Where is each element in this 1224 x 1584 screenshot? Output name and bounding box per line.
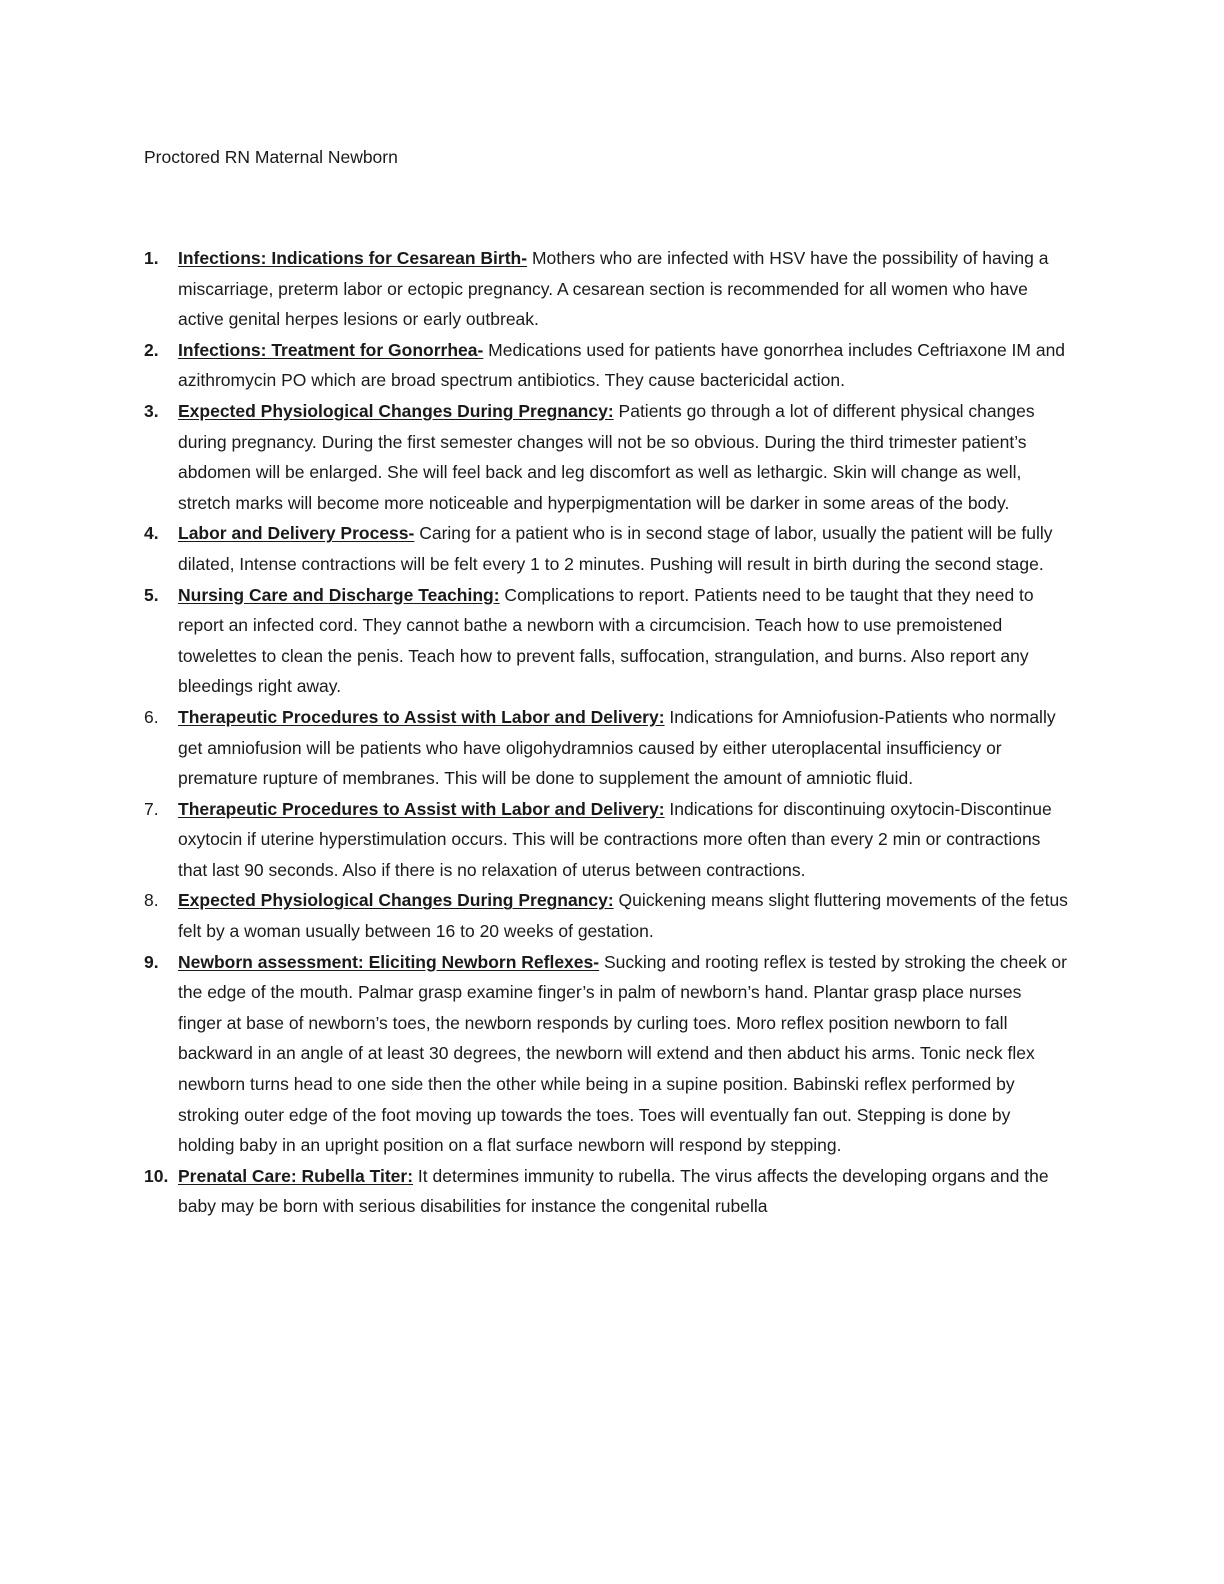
item-heading: Infections: Treatment for Gonorrhea- xyxy=(178,339,484,360)
document-title: Proctored RN Maternal Newborn xyxy=(144,147,398,167)
item-number: 9. xyxy=(144,951,159,972)
item-number: 10. xyxy=(144,1165,169,1186)
list-item xyxy=(144,794,1069,886)
item-body: Indications for discontinuing oxytocin-Discontinue oxytocin if uterine hyperstimulation occurs. This will be contractions more often than every 2 min or contractions that last 90 seconds. Also if there is no relaxation of uterus between contractions. xyxy=(178,798,1052,880)
item-body: Complications to report. Patients need to be taught that they need to report an infected cord. They cannot bathe a newborn with a circumcision. Teach how to use premoistened towelettes to clean the penis. Teach how to prevent falls, suffocation, strangulation, and burns. Also report any bleedings right away. xyxy=(178,584,1034,697)
list-item xyxy=(144,335,1069,396)
list-item xyxy=(144,702,1069,794)
item-heading: Nursing Care and Discharge Teaching: xyxy=(178,584,500,605)
item-body: It determines immunity to rubella. The virus affects the developing organs and the baby may be born with serious disabilities for instance the congenital rubella xyxy=(178,1165,1049,1217)
item-number: 8. xyxy=(144,890,159,911)
item-number: 6. xyxy=(144,706,159,727)
item-body: Sucking and rooting reflex is tested by stroking the cheek or the edge of the mouth. Palmar grasp examine finger’s in palm of newborn’s hand. Plantar grasp place nurses finger at base of newborn’s toes, the newborn responds by curling toes. Moro reflex position newborn to fall backward in an angle of at least 30 degrees, the newborn will extend and then abduct his arms. Tonic neck flex newborn turns head to one side then the other while being in a supine position. Babinski reflex performed by stroking outer edge of the foot moving up towards the toes. Toes will eventually fan out. Stepping is done by holding baby in an upright position on a flat surface newborn will respond by stepping. xyxy=(178,951,1067,1156)
item-number: 3. xyxy=(144,400,159,421)
item-heading: Therapeutic Procedures to Assist with Labor and Delivery: xyxy=(178,706,665,727)
item-number: 4. xyxy=(144,523,159,544)
item-heading: Labor and Delivery Process- xyxy=(178,523,415,544)
item-heading: Therapeutic Procedures to Assist with Labor and Delivery: xyxy=(178,798,665,819)
item-heading: Newborn assessment: Eliciting Newborn Reflexes- xyxy=(178,951,600,972)
item-body: Mothers who are infected with HSV have the possibility of having a miscarriage, preterm labor or ectopic pregnancy. A cesarean section is recommended for all women who have active genital herpes lesions or early outbreak. xyxy=(178,248,1049,330)
item-heading: Expected Physiological Changes During Pregnancy: xyxy=(178,890,614,911)
list-item xyxy=(144,580,1069,702)
list-item xyxy=(144,518,1069,579)
item-heading: Expected Physiological Changes During Pregnancy: xyxy=(178,400,614,421)
item-body: Caring for a patient who is in second stage of labor, usually the patient will be fully dilated, Intense contractions will be felt every 1 to 2 minutes. Pushing will result in birth during the second stage. xyxy=(178,523,1053,574)
list-item xyxy=(144,885,1069,946)
item-number: 7. xyxy=(144,798,159,819)
item-heading: Prenatal Care: Rubella Titer: xyxy=(178,1165,414,1186)
item-number: 1. xyxy=(144,248,159,268)
list-item xyxy=(144,243,1069,335)
numbered-notes-list xyxy=(144,243,1069,1222)
item-body: Indications for Amniofusion-Patients who normally get amniofusion will be patients who have oligohydramnios caused by either uteroplacental insufficiency or premature rupture of membranes. This will be done to supplement the amount of amniotic fluid. xyxy=(178,706,1056,789)
item-heading: Infections: Indications for Cesarean Birth- xyxy=(178,248,528,268)
item-number: 5. xyxy=(144,584,159,605)
list-item xyxy=(144,1161,1069,1222)
list-item xyxy=(144,396,1069,518)
item-body: Quickening means slight fluttering movements of the fetus felt by a woman usually between 16 to 20 weeks of gestation. xyxy=(178,890,1068,942)
item-body: Medications used for patients have gonorrhea includes Ceftriaxone IM and azithromycin PO which are broad spectrum antibiotics. They cause bactericidal action. xyxy=(178,339,1066,391)
item-number: 2. xyxy=(144,339,159,360)
list-item xyxy=(144,947,1069,1161)
item-body: Patients go through a lot of different physical changes during pregnancy. During the first semester changes will not be so obvious. During the third trimester patient’s abdomen will be enlarged. She will feel back and leg discomfort as well as lethargic. Skin will change as well, stretch marks will become more noticeable and hyperpigmentation will be darker in some areas of the body. xyxy=(178,400,1035,513)
